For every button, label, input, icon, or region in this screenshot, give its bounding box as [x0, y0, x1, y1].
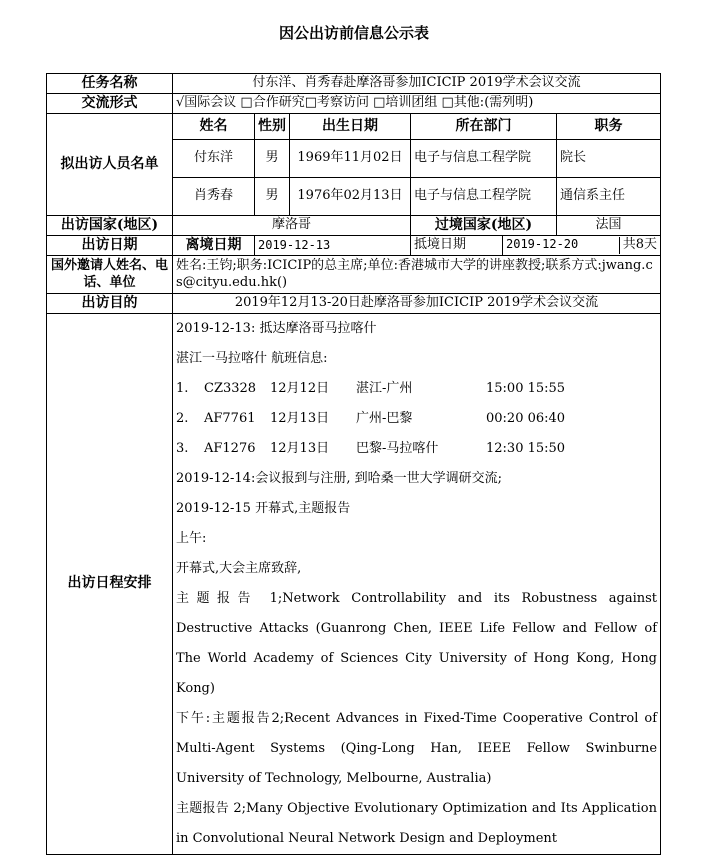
flight-item: [176, 404, 657, 434]
dates-row: [47, 236, 661, 256]
person-name: 付东洋: [173, 140, 255, 178]
schedule-line: 上午:: [176, 531, 207, 546]
task-row: [47, 74, 661, 94]
schedule-row: [47, 314, 661, 855]
flight-item: [176, 434, 657, 464]
arrive-value: 2019-12-20: [506, 237, 579, 252]
flight-route: 巴黎-马拉喀什: [356, 441, 439, 456]
days-count: 共8天: [619, 237, 657, 253]
person-post: 院长: [557, 140, 661, 178]
purpose-value: 2019年12月13-20日赴摩洛哥参加ICICIP 2019学术会议交流: [173, 294, 661, 314]
schedule-line: 湛江一马拉喀什 航班信息:: [176, 351, 328, 366]
transit-value: 法国: [557, 216, 661, 236]
inviter-value: 姓名:王钧;职务:ICICIP的总主席;单位:香港城市大学的讲座教授;联系方式:jwang.cs@cityu.edu.hk(): [173, 256, 661, 294]
flight-route: 湛江-广州: [356, 381, 413, 396]
arrive-label: 抵境日期: [411, 236, 503, 256]
flight-time: 12:30 15:50: [486, 441, 566, 456]
keynote-3: 主题报告 2;Many Objective Evolutionary Optimization and Its Application in Convolutional Neural Network Design and Deployment: [176, 801, 658, 846]
arrive-cell: [503, 236, 661, 256]
exchange-row: [47, 94, 661, 114]
personnel-header-row: [47, 114, 661, 140]
purpose-label: 出访目的: [47, 294, 173, 314]
flight-code: CZ3328: [204, 381, 257, 396]
inviter-row: [47, 256, 661, 294]
header-name: 姓名: [173, 114, 255, 140]
schedule-line: 2019-12-14:会议报到与注册, 到哈桑一世大学调研交流;: [176, 471, 502, 486]
flight-time: 00:20 06:40: [486, 411, 566, 426]
flight-no: 1.: [176, 381, 189, 396]
header-gender: 性别: [255, 114, 290, 140]
purpose-row: [47, 294, 661, 314]
country-row: [47, 216, 661, 236]
schedule-label: 出访日程安排: [47, 314, 173, 855]
dates-label: 出访日期: [47, 236, 173, 256]
person-gender: 男: [255, 178, 290, 216]
flight-code: AF1276: [204, 441, 256, 456]
header-dob: 出生日期: [290, 114, 411, 140]
inviter-label: 国外邀请人姓名、电话、单位: [47, 256, 173, 294]
flight-no: 3.: [176, 441, 189, 456]
flight-item: [176, 374, 657, 404]
flight-route: 广州-巴黎: [356, 411, 413, 426]
schedule-line: 开幕式,大会主席致辞,: [176, 561, 302, 576]
flight-date: 12月12日: [270, 381, 330, 396]
country-label: 出访国家(地区): [47, 216, 173, 236]
person-post: 通信系主任: [557, 178, 661, 216]
header-dept: 所在部门: [411, 114, 557, 140]
depart-label: 离境日期: [173, 236, 255, 256]
disclosure-form-table: [46, 73, 661, 855]
personnel-label: 拟出访人员名单: [47, 114, 173, 216]
task-value: 付东洋、肖秀春赴摩洛哥参加ICICIP 2019学术会议交流: [173, 74, 661, 94]
transit-label: 过境国家(地区): [411, 216, 557, 236]
flight-no: 2.: [176, 411, 189, 426]
keynote-1: 主题报告 1;Network Controllability and its Robustness against Destructive Attacks (Guanrong Chen, IEEE Life Fellow and Fellow of The World Academy of Sciences City University of Hong Kong, Hong Kong): [176, 591, 658, 696]
person-gender: 男: [255, 140, 290, 178]
task-label: 任务名称: [47, 74, 173, 94]
flight-date: 12月13日: [270, 441, 330, 456]
header-post: 职务: [557, 114, 661, 140]
exchange-value: √国际会议 □合作研究□考察访问 □培训团组 □其他:(需列明): [173, 94, 661, 114]
flight-code: AF7761: [204, 411, 256, 426]
person-name: 肖秀春: [173, 178, 255, 216]
person-dob: 1976年02月13日: [290, 178, 411, 216]
flight-time: 15:00 15:55: [486, 381, 566, 396]
exchange-label: 交流形式: [47, 94, 173, 114]
flight-date: 12月13日: [270, 411, 330, 426]
keynote-2: 下午:主题报告2;Recent Advances in Fixed-Time Cooperative Control of Multi-Agent Systems (Qing-Long Han, IEEE Fellow Swinburne University of Technology, Melbourne, Australia): [176, 711, 658, 786]
person-dept: 电子与信息工程学院: [411, 140, 557, 178]
country-value: 摩洛哥: [173, 216, 411, 236]
person-dob: 1969年11月02日: [290, 140, 411, 178]
schedule-line: 2019-12-13: 抵达摩洛哥马拉喀什: [176, 321, 377, 336]
depart-value: 2019-12-13: [255, 236, 411, 256]
schedule-content: [173, 314, 661, 855]
page-title: 因公出访前信息公示表: [278, 24, 429, 42]
person-dept: 电子与信息工程学院: [411, 178, 557, 216]
schedule-line: 2019-12-15 开幕式,主题报告: [176, 501, 351, 516]
